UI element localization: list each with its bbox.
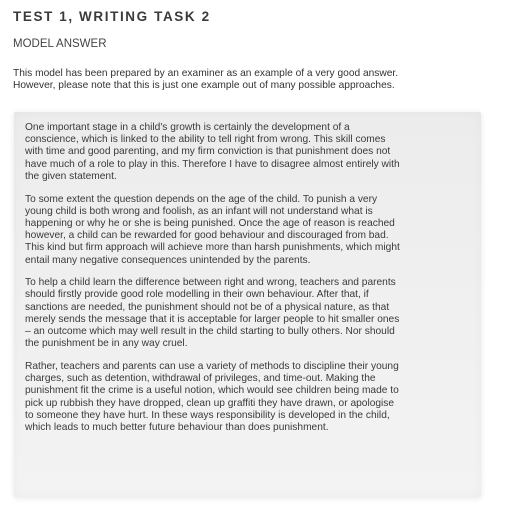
answer-line: which leads to much better future behaviour than does punishment. <box>25 421 329 433</box>
answer-line: – an outcome which may well result in the child starting to bully others. Nor should <box>25 326 395 338</box>
answer-line: pick up rubbish they have dropped, clean up graffiti they have drawn, or apologise <box>25 397 395 409</box>
answer-line: To help a child learn the difference between right and wrong, teachers and parents <box>25 277 396 289</box>
answer-paragraph-3 <box>25 277 473 350</box>
page-title: TEST 1, WRITING TASK 2 <box>13 9 211 24</box>
intro-line: This model has been prepared by an examiner as an example of a very good answer. <box>13 68 399 79</box>
answer-line: sanctions are needed, the punishment should not be of a physical nature, as that <box>25 301 390 313</box>
answer-line: young child is both wrong and foolish, as an infant will not understand what is <box>25 205 373 217</box>
answer-line: charges, such as detention, withdrawal of privileges, and time-out. Making the <box>25 373 376 385</box>
answer-line: have much of a role to play in this. Therefore I have to disagree almost entirely with <box>25 158 400 170</box>
intro-line: However, please note that this is just one example out of many possible approaches. <box>13 80 395 92</box>
answer-line: with time and good parenting, and my firm conviction is that punishment does not <box>25 146 391 158</box>
answer-line: One important stage in a child's growth is certainly the development of a <box>25 122 350 133</box>
section-subtitle: MODEL ANSWER <box>13 38 107 50</box>
intro-note <box>13 68 493 93</box>
answer-line: the given statement. <box>25 170 117 182</box>
answer-line: This kind but firm approach will achieve more than harsh punishments, which might <box>25 242 400 254</box>
answer-paragraph-1 <box>25 122 473 183</box>
answer-line: however, a child can be rewarded for good behaviour and discouraged from bad. <box>25 230 389 242</box>
answer-line: the punishment be in any way cruel. <box>25 338 188 350</box>
model-answer-box <box>14 112 481 497</box>
answer-line: should firstly provide good role modelling in their own behaviour. After that, if <box>25 289 369 301</box>
answer-line: to someone they have hurt. In these ways responsibility is developed in the child, <box>25 409 390 421</box>
answer-line: merely sends the message that it is acceptable for larger people to hit smaller ones <box>25 313 400 325</box>
answer-line: entail many negative consequences unintended by the parents. <box>25 254 311 266</box>
answer-line: punishment fit the crime is a useful notion, which would see children being made to <box>25 385 399 397</box>
answer-line: Rather, teachers and parents can use a variety of methods to discipline their young <box>25 360 399 372</box>
answer-paragraph-2 <box>25 194 473 267</box>
answer-paragraph-4 <box>25 361 473 434</box>
answer-line: To some extent the question depends on the age of the child. To punish a very <box>25 193 378 205</box>
answer-line: happening or why he or she is being punished. Once the age of reason is reached <box>25 217 395 229</box>
answer-line: conscience, which is linked to the ability to tell right from wrong. This skill comes <box>25 134 386 146</box>
